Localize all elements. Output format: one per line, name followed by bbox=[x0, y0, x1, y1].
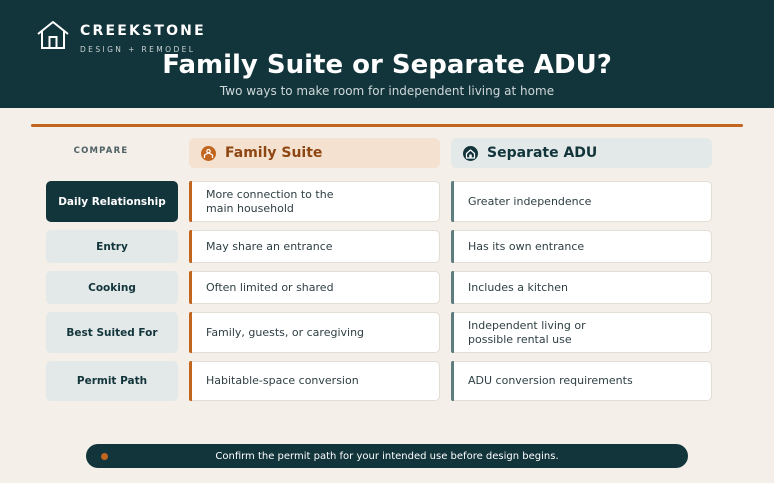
page-title: Family Suite or Separate ADU? bbox=[162, 50, 612, 80]
cell-adu-entry bbox=[451, 230, 712, 263]
cell-text: Independent living or possible rental use bbox=[468, 318, 586, 346]
house-outline-icon bbox=[36, 20, 70, 50]
cell-text: Includes a kitchen bbox=[468, 280, 569, 294]
cell-adu-best-suited-for bbox=[451, 312, 712, 353]
brand-tagline: DESIGN + REMODEL bbox=[80, 45, 196, 54]
divider-rule bbox=[31, 124, 743, 127]
brand-name: CREEKSTONE bbox=[80, 23, 206, 39]
page-subtitle: Two ways to make room for independent living at home bbox=[219, 84, 555, 98]
cell-family-daily-relationship bbox=[189, 181, 440, 222]
bullet-dot-icon bbox=[101, 453, 108, 460]
row-label-best-suited-for: Best Suited For bbox=[46, 312, 178, 353]
cell-text: Family, guests, or caregiving bbox=[206, 325, 365, 339]
cell-text: Greater independence bbox=[468, 194, 592, 208]
row-label-entry: Entry bbox=[46, 230, 178, 263]
column-header-label: Separate ADU bbox=[487, 145, 598, 161]
cell-adu-cooking bbox=[451, 271, 712, 304]
column-header-family-suite bbox=[189, 138, 440, 168]
cell-adu-permit-path bbox=[451, 361, 712, 401]
cell-text: May share an entrance bbox=[206, 239, 333, 253]
footer-note-bar bbox=[86, 444, 688, 468]
row-label-permit-path: Permit Path bbox=[46, 361, 178, 401]
cell-text: Often limited or shared bbox=[206, 280, 334, 294]
person-home-icon bbox=[201, 146, 216, 161]
footer-note: Confirm the permit path for your intended use before design begins. bbox=[215, 450, 559, 462]
home-icon bbox=[463, 146, 478, 161]
cell-text: More connection to the main household bbox=[206, 187, 334, 215]
cell-family-entry bbox=[189, 230, 440, 263]
cell-text: ADU conversion requirements bbox=[468, 374, 633, 387]
cell-text: Habitable-space conversion bbox=[206, 374, 359, 387]
row-label-daily-relationship: Daily Relationship bbox=[46, 181, 178, 222]
column-header-separate-adu bbox=[451, 138, 712, 168]
row-label-cooking: Cooking bbox=[46, 271, 178, 304]
cell-family-permit-path bbox=[189, 361, 440, 401]
cell-family-cooking bbox=[189, 271, 440, 304]
cell-family-best-suited-for bbox=[189, 312, 440, 353]
cell-adu-daily-relationship bbox=[451, 181, 712, 222]
cell-text: Has its own entrance bbox=[468, 239, 585, 253]
column-header-label: Family Suite bbox=[225, 145, 323, 161]
header-banner bbox=[0, 0, 774, 108]
compare-label: COMPARE bbox=[73, 146, 129, 156]
